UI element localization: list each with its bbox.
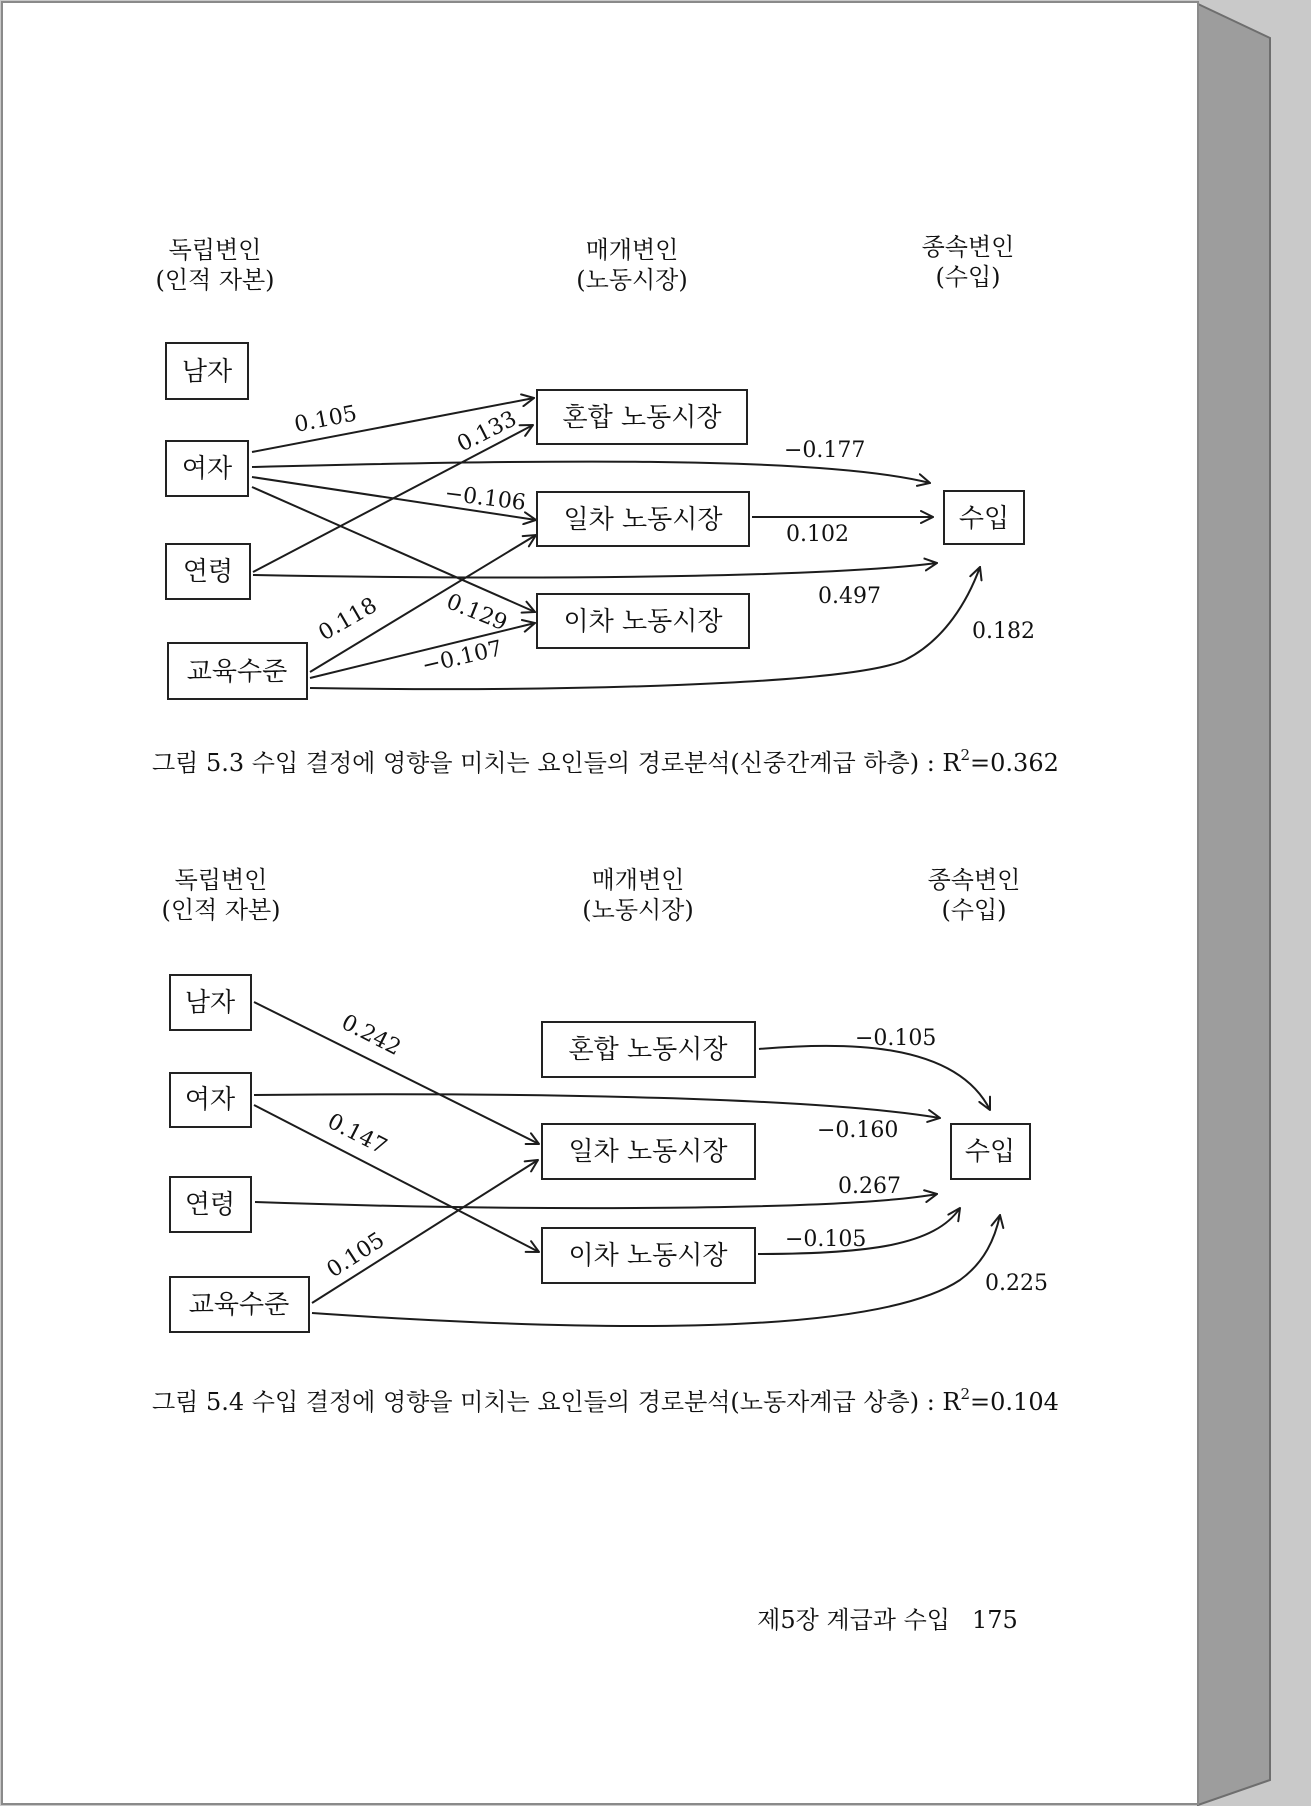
running-footer-chapter: 제5장 계급과 수입 bbox=[757, 1606, 950, 1634]
coef-edu-primary: 0.118 bbox=[314, 593, 382, 647]
column-header-mediating: 매개변인 bbox=[591, 866, 685, 894]
coef-female-income: −0.160 bbox=[817, 1118, 899, 1143]
caption-text: 그림 5.4 수입 결정에 영향을 미치는 요인들의 경로분석(노동자계급 상층) : R bbox=[152, 1388, 961, 1416]
node-income-label: 수입 bbox=[964, 1137, 1016, 1167]
node-mixed-market-label: 혼합 노동시장 bbox=[562, 403, 722, 433]
caption-superscript: 2 bbox=[960, 1385, 971, 1403]
column-subheader-dependent: (수입) bbox=[935, 263, 1001, 291]
coef-female-secondary: 0.129 bbox=[442, 589, 511, 637]
node-male-label: 남자 bbox=[184, 988, 236, 1018]
node-male-label: 남자 bbox=[181, 357, 233, 387]
column-subheader-independent: (인적 자본) bbox=[161, 896, 281, 924]
column-subheader-dependent: (수입) bbox=[941, 896, 1007, 924]
caption-superscript: 2 bbox=[960, 746, 971, 764]
coef-secondary-income: −0.105 bbox=[785, 1227, 867, 1252]
coef-female-mixed: 0.105 bbox=[292, 401, 359, 438]
figure-caption bbox=[152, 1385, 1059, 1416]
coef-male-primary: 0.242 bbox=[337, 1010, 405, 1061]
column-header-dependent: 종속변인 bbox=[921, 233, 1015, 261]
column-subheader-independent: (인적 자본) bbox=[155, 266, 275, 294]
caption-text: 그림 5.3 수입 결정에 영향을 미치는 요인들의 경로분석(신중간계급 하층) : R bbox=[152, 749, 961, 777]
caption-value: =0.104 bbox=[970, 1388, 1059, 1416]
node-income-label: 수입 bbox=[958, 504, 1010, 534]
caption-value: =0.362 bbox=[970, 749, 1059, 777]
column-header-dependent: 종속변인 bbox=[927, 866, 1021, 894]
coef-edu-income: 0.182 bbox=[972, 619, 1035, 644]
node-age-label: 연령 bbox=[182, 557, 234, 587]
node-primary-market-label: 일차 노동시장 bbox=[563, 505, 723, 535]
node-female-label: 여자 bbox=[181, 454, 233, 484]
coef-edu-secondary: −0.107 bbox=[419, 636, 505, 679]
coef-edu-income: 0.225 bbox=[985, 1271, 1048, 1296]
coef-age-income: 0.267 bbox=[838, 1174, 901, 1199]
node-secondary-market-label: 이차 노동시장 bbox=[563, 607, 723, 637]
coef-age-income: 0.497 bbox=[818, 584, 881, 609]
column-header-independent: 독립변인 bbox=[174, 866, 268, 894]
page-number: 175 bbox=[972, 1606, 1018, 1634]
book-spine bbox=[1198, 4, 1270, 1805]
coef-female-primary: −0.106 bbox=[443, 481, 528, 516]
node-mixed-market-label: 혼합 노동시장 bbox=[568, 1035, 728, 1065]
node-education-label: 교육수준 bbox=[186, 657, 288, 687]
figure-caption bbox=[152, 746, 1059, 777]
coef-female-secondary: 0.147 bbox=[323, 1109, 391, 1160]
coef-female-income: −0.177 bbox=[784, 438, 866, 463]
column-subheader-mediating: (노동시장) bbox=[582, 896, 694, 924]
coef-mixed-income: −0.105 bbox=[855, 1026, 937, 1051]
column-subheader-mediating: (노동시장) bbox=[576, 266, 688, 294]
column-header-mediating: 매개변인 bbox=[585, 236, 679, 264]
node-secondary-market-label: 이차 노동시장 bbox=[568, 1241, 728, 1271]
coef-edu-primary: 0.105 bbox=[322, 1227, 390, 1284]
node-female-label: 여자 bbox=[184, 1085, 236, 1115]
column-header-independent: 독립변인 bbox=[168, 236, 262, 264]
coef-primary-income: 0.102 bbox=[786, 522, 849, 547]
node-age-label: 연령 bbox=[184, 1190, 236, 1220]
node-primary-market-label: 일차 노동시장 bbox=[568, 1137, 728, 1167]
coef-age-mixed: 0.133 bbox=[453, 406, 521, 458]
node-education-label: 교육수준 bbox=[188, 1290, 290, 1320]
